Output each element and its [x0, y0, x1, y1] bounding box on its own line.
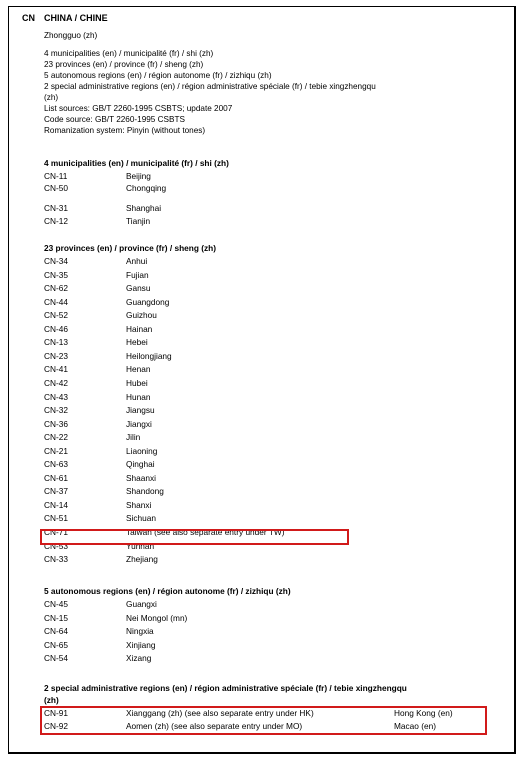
code-cell: CN-62 — [44, 283, 68, 294]
table-row — [44, 473, 504, 484]
name-cell: Jilin — [126, 432, 141, 443]
name-cell: Sichuan — [126, 513, 156, 524]
table-row — [44, 599, 504, 610]
code-cell: CN-46 — [44, 323, 68, 334]
summary-line: 4 municipalities (en) / municipalité (fr) / shi (zh) — [44, 49, 214, 58]
code-cell: CN-52 — [44, 310, 68, 321]
name-cell: Shanxi — [126, 499, 152, 510]
code-cell: CN-44 — [44, 296, 68, 307]
table-row — [44, 324, 504, 335]
table-row — [44, 216, 504, 227]
section-heading-autonomous: 5 autonomous regions (en) / région autonome (fr) / zizhiqu (zh) — [44, 586, 291, 596]
name-cell: Heilongjiang — [126, 350, 172, 361]
summary-line: 23 provinces (en) / province (fr) / sheng (zh) — [44, 60, 204, 69]
table-row — [44, 432, 504, 443]
code-cell: CN-91 — [44, 708, 68, 718]
code-cell: CN-41 — [44, 364, 68, 375]
summary-line: (zh) — [44, 93, 59, 102]
name-cell: Anhui — [126, 256, 148, 266]
country-code: CN — [22, 13, 35, 23]
code-cell: CN-14 — [44, 499, 68, 510]
highlight-box-sar — [40, 706, 487, 735]
source-line: Code source: GB/T 2260-1995 CSBTS — [44, 115, 185, 124]
name-cell: Hunan — [126, 391, 151, 402]
section-heading-sar-cont: (zh) — [44, 695, 59, 705]
code-cell: CN-43 — [44, 391, 68, 402]
code-cell: CN-51 — [44, 513, 68, 524]
table-row — [44, 310, 504, 321]
table-row — [44, 171, 504, 182]
table-row — [44, 405, 504, 416]
source-line: Romanization system: Pinyin (without tones) — [44, 126, 206, 135]
code-cell: CN-64 — [44, 626, 68, 636]
name-cell: Jiangxi — [126, 418, 152, 429]
name-cell: Xianggang (zh) (see also separate entry under HK) — [126, 708, 314, 718]
name-cell: Aomen (zh) (see also separate entry under MO) — [126, 721, 303, 731]
name-cell: Chongqing — [126, 183, 167, 193]
table-row — [44, 626, 504, 637]
code-cell: CN-42 — [44, 377, 68, 388]
code-cell: CN-33 — [44, 554, 68, 565]
code-cell: CN-21 — [44, 445, 68, 456]
table-row — [44, 378, 504, 389]
english-name-cell: Macao (en) — [394, 721, 436, 731]
table-row — [44, 392, 504, 403]
code-cell: CN-13 — [44, 337, 68, 348]
summary-line: 2 special administrative regions (en) / région administrative spéciale (fr) / tebie xingzhengqu — [44, 82, 376, 91]
source-line: List sources: GB/T 2260-1995 CSBTS; update 2007 — [44, 104, 233, 113]
section-heading-provinces: 23 provinces (en) / province (fr) / sheng (zh) — [44, 243, 216, 253]
table-row — [44, 513, 504, 524]
name-cell: Nei Mongol (mn) — [126, 612, 188, 623]
table-row — [44, 364, 504, 375]
table-row — [44, 486, 504, 497]
code-cell: CN-53 — [44, 540, 68, 551]
table-row — [44, 203, 504, 214]
summary-line: 5 autonomous regions (en) / région autonome (fr) / zizhiqu (zh) — [44, 71, 272, 80]
table-row — [44, 446, 504, 457]
name-cell: Guizhou — [126, 310, 157, 321]
name-cell: Beijing — [126, 171, 151, 181]
table-row — [44, 183, 504, 194]
table-row — [44, 419, 504, 430]
table-row — [44, 297, 504, 308]
name-cell: Shaanxi — [126, 472, 156, 483]
code-cell: CN-15 — [44, 612, 68, 623]
table-row — [44, 640, 504, 651]
name-cell: Shanghai — [126, 203, 162, 213]
english-name-cell: Hong Kong (en) — [394, 708, 453, 718]
code-cell: CN-35 — [44, 269, 68, 280]
table-row — [44, 613, 504, 624]
table-row — [44, 337, 504, 348]
name-cell: Taiwan (see also separate entry under TW) — [126, 527, 285, 537]
name-cell: Guangxi — [126, 599, 157, 609]
code-cell: CN-65 — [44, 639, 68, 650]
table-row — [44, 500, 504, 511]
section-heading-sar: 2 special administrative regions (en) / région administrative spéciale (fr) / tebie xingzhengqu — [44, 683, 407, 693]
name-cell: Guangdong — [126, 296, 170, 307]
table-row — [44, 554, 504, 565]
country-title: CHINA / CHINE — [44, 13, 108, 23]
name-cell: Xinjiang — [126, 639, 156, 650]
code-cell: CN-50 — [44, 183, 68, 193]
code-cell: CN-12 — [44, 216, 68, 226]
name-cell: Hubei — [126, 377, 148, 388]
code-cell: CN-92 — [44, 721, 68, 731]
section-heading-municipalities: 4 municipalities (en) / municipalité (fr) / shi (zh) — [44, 158, 229, 168]
name-cell: Ningxia — [126, 626, 154, 636]
code-cell: CN-45 — [44, 599, 68, 609]
code-cell: CN-37 — [44, 486, 68, 497]
code-cell: CN-71 — [44, 527, 68, 537]
table-row — [44, 283, 504, 294]
code-cell: CN-36 — [44, 418, 68, 429]
name-cell: Hebei — [126, 337, 148, 348]
table-row — [44, 351, 504, 362]
summary-block — [44, 48, 376, 136]
table-row — [44, 653, 504, 664]
code-cell: CN-31 — [44, 203, 68, 213]
name-cell: Zhejiang — [126, 554, 158, 565]
code-cell: CN-61 — [44, 472, 68, 483]
highlight-box-taiwan — [40, 529, 349, 545]
name-cell: Yunnan — [126, 540, 155, 551]
name-cell: Jiangsu — [126, 405, 155, 416]
name-cell: Xizang — [126, 653, 152, 663]
code-cell: CN-11 — [44, 171, 68, 181]
name-cell: Shandong — [126, 486, 164, 497]
name-cell: Qinghai — [126, 459, 155, 470]
code-cell: CN-34 — [44, 256, 68, 266]
table-row — [44, 270, 504, 281]
name-cell: Henan — [126, 364, 151, 375]
name-cell: Gansu — [126, 283, 151, 294]
code-cell: CN-32 — [44, 405, 68, 416]
local-name: Zhongguo (zh) — [44, 31, 98, 40]
table-row — [44, 256, 504, 267]
name-cell: Hainan — [126, 323, 153, 334]
name-cell: Liaoning — [126, 445, 158, 456]
name-cell: Tianjin — [126, 216, 151, 226]
code-cell: CN-22 — [44, 432, 68, 443]
name-cell: Fujian — [126, 269, 149, 280]
table-row — [44, 459, 504, 470]
code-cell: CN-54 — [44, 653, 68, 663]
code-cell: CN-23 — [44, 350, 68, 361]
code-cell: CN-63 — [44, 459, 68, 470]
